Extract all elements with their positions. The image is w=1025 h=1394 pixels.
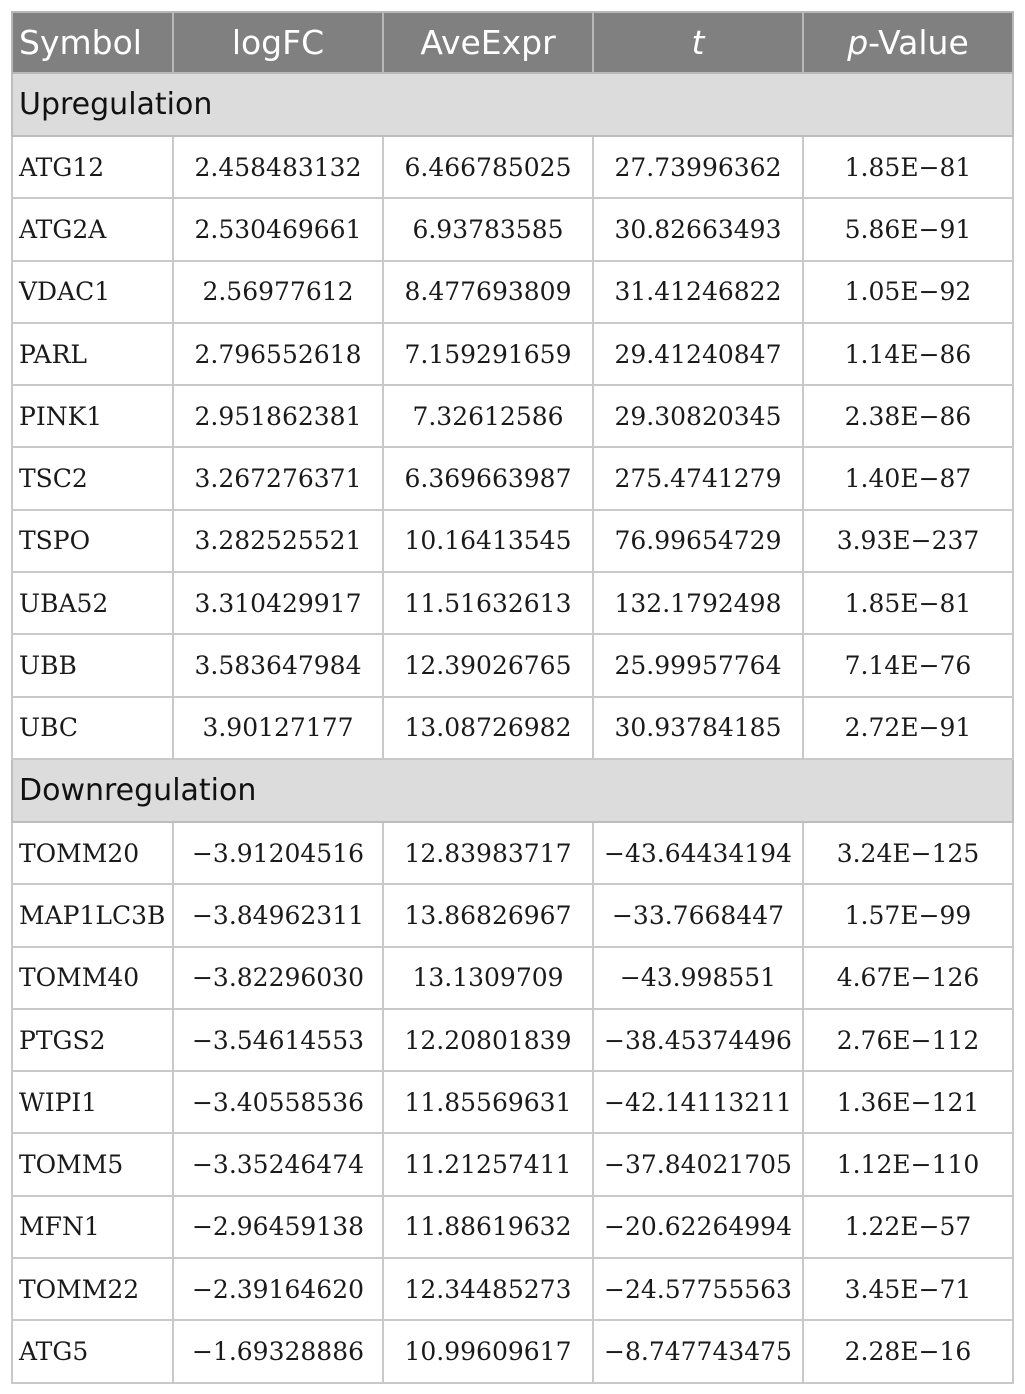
- section-row: [12, 73, 1013, 136]
- cell-logfc: −3.91204516: [173, 822, 383, 884]
- cell-p-value: 1.14E−86: [803, 323, 1013, 385]
- cell-p-value: 3.45E−71: [803, 1258, 1013, 1320]
- cell-p-value: 1.85E−81: [803, 572, 1013, 634]
- cell-p-value: 5.86E−91: [803, 198, 1013, 260]
- cell-t: −33.7668447: [593, 884, 803, 946]
- table-row: [12, 261, 1013, 323]
- cell-symbol: ATG2A: [12, 198, 173, 260]
- cell-aveexpr: 7.159291659: [383, 323, 593, 385]
- cell-logfc: −3.84962311: [173, 884, 383, 946]
- cell-t: −42.14113211: [593, 1071, 803, 1133]
- cell-symbol: PTGS2: [12, 1009, 173, 1071]
- cell-aveexpr: 7.32612586: [383, 385, 593, 447]
- cell-t: 31.41246822: [593, 261, 803, 323]
- cell-p-value: 1.40E−87: [803, 447, 1013, 509]
- cell-symbol: TSC2: [12, 447, 173, 509]
- cell-t: 30.82663493: [593, 198, 803, 260]
- cell-logfc: 3.583647984: [173, 634, 383, 696]
- cell-p-value: 1.57E−99: [803, 884, 1013, 946]
- table-row: [12, 1009, 1013, 1071]
- cell-logfc: 2.796552618: [173, 323, 383, 385]
- cell-p-value: 1.22E−57: [803, 1196, 1013, 1258]
- cell-logfc: −2.96459138: [173, 1196, 383, 1258]
- cell-logfc: 3.90127177: [173, 697, 383, 759]
- section-label: Downregulation: [12, 759, 1013, 822]
- table-row: [12, 136, 1013, 198]
- cell-aveexpr: 12.20801839: [383, 1009, 593, 1071]
- cell-symbol: TSPO: [12, 510, 173, 572]
- table-row: [12, 198, 1013, 260]
- cell-symbol: ATG12: [12, 136, 173, 198]
- cell-p-value: 4.67E−126: [803, 947, 1013, 1009]
- cell-p-value: 1.05E−92: [803, 261, 1013, 323]
- cell-aveexpr: 6.369663987: [383, 447, 593, 509]
- cell-t: −43.998551: [593, 947, 803, 1009]
- cell-p-value: 3.24E−125: [803, 822, 1013, 884]
- table-row: [12, 323, 1013, 385]
- table-row: [12, 822, 1013, 884]
- table-body: [12, 73, 1013, 1383]
- cell-symbol: PINK1: [12, 385, 173, 447]
- header-logfc: logFC: [173, 12, 383, 73]
- table-row: [12, 1258, 1013, 1320]
- cell-logfc: 2.530469661: [173, 198, 383, 260]
- cell-logfc: −3.54614553: [173, 1009, 383, 1071]
- cell-p-value: 1.85E−81: [803, 136, 1013, 198]
- cell-t: 132.1792498: [593, 572, 803, 634]
- cell-t: 29.41240847: [593, 323, 803, 385]
- cell-t: 25.99957764: [593, 634, 803, 696]
- cell-t: 275.4741279: [593, 447, 803, 509]
- header-aveexpr: AveExpr: [383, 12, 593, 73]
- cell-symbol: UBA52: [12, 572, 173, 634]
- table-row: [12, 1133, 1013, 1195]
- table-row: [12, 697, 1013, 759]
- table-row: [12, 1071, 1013, 1133]
- cell-aveexpr: 6.466785025: [383, 136, 593, 198]
- cell-aveexpr: 13.1309709: [383, 947, 593, 1009]
- cell-p-value: 1.12E−110: [803, 1133, 1013, 1195]
- cell-aveexpr: 10.16413545: [383, 510, 593, 572]
- header-p-value: p-Value: [803, 12, 1013, 73]
- cell-p-value: 3.93E−237: [803, 510, 1013, 572]
- cell-aveexpr: 10.99609617: [383, 1320, 593, 1382]
- cell-symbol: MAP1LC3B: [12, 884, 173, 946]
- cell-symbol: TOMM5: [12, 1133, 173, 1195]
- cell-aveexpr: 11.21257411: [383, 1133, 593, 1195]
- section-row: [12, 759, 1013, 822]
- cell-logfc: 2.56977612: [173, 261, 383, 323]
- cell-logfc: 2.951862381: [173, 385, 383, 447]
- cell-symbol: WIPI1: [12, 1071, 173, 1133]
- cell-p-value: 2.72E−91: [803, 697, 1013, 759]
- cell-t: 27.73996362: [593, 136, 803, 198]
- gene-expression-table: [11, 11, 1014, 1384]
- cell-symbol: MFN1: [12, 1196, 173, 1258]
- table-row: [12, 510, 1013, 572]
- table-row: [12, 1320, 1013, 1382]
- cell-symbol: PARL: [12, 323, 173, 385]
- cell-t: −8.747743475: [593, 1320, 803, 1382]
- cell-aveexpr: 13.86826967: [383, 884, 593, 946]
- cell-t: −38.45374496: [593, 1009, 803, 1071]
- table-row: [12, 385, 1013, 447]
- cell-t: −24.57755563: [593, 1258, 803, 1320]
- header-t: t: [593, 12, 803, 73]
- cell-aveexpr: 12.34485273: [383, 1258, 593, 1320]
- cell-symbol: TOMM20: [12, 822, 173, 884]
- cell-symbol: VDAC1: [12, 261, 173, 323]
- section-label: Upregulation: [12, 73, 1013, 136]
- cell-symbol: TOMM40: [12, 947, 173, 1009]
- cell-p-value: 2.28E−16: [803, 1320, 1013, 1382]
- cell-t: 29.30820345: [593, 385, 803, 447]
- cell-p-value: 1.36E−121: [803, 1071, 1013, 1133]
- cell-symbol: TOMM22: [12, 1258, 173, 1320]
- table-row: [12, 572, 1013, 634]
- cell-aveexpr: 11.88619632: [383, 1196, 593, 1258]
- cell-t: 76.99654729: [593, 510, 803, 572]
- cell-aveexpr: 12.83983717: [383, 822, 593, 884]
- cell-logfc: 3.310429917: [173, 572, 383, 634]
- cell-logfc: −3.35246474: [173, 1133, 383, 1195]
- table-row: [12, 884, 1013, 946]
- cell-p-value: 7.14E−76: [803, 634, 1013, 696]
- cell-t: −37.84021705: [593, 1133, 803, 1195]
- cell-logfc: −3.40558536: [173, 1071, 383, 1133]
- cell-p-value: 2.38E−86: [803, 385, 1013, 447]
- table-row: [12, 947, 1013, 1009]
- cell-logfc: 2.458483132: [173, 136, 383, 198]
- cell-aveexpr: 11.85569631: [383, 1071, 593, 1133]
- cell-p-value: 2.76E−112: [803, 1009, 1013, 1071]
- cell-t: −43.64434194: [593, 822, 803, 884]
- cell-aveexpr: 12.39026765: [383, 634, 593, 696]
- cell-aveexpr: 8.477693809: [383, 261, 593, 323]
- header-symbol: Symbol: [12, 12, 173, 73]
- cell-symbol: UBB: [12, 634, 173, 696]
- cell-logfc: −2.39164620: [173, 1258, 383, 1320]
- cell-logfc: 3.282525521: [173, 510, 383, 572]
- cell-aveexpr: 11.51632613: [383, 572, 593, 634]
- cell-symbol: UBC: [12, 697, 173, 759]
- header-row: [12, 12, 1013, 73]
- cell-logfc: −1.69328886: [173, 1320, 383, 1382]
- cell-t: 30.93784185: [593, 697, 803, 759]
- table-row: [12, 447, 1013, 509]
- cell-symbol: ATG5: [12, 1320, 173, 1382]
- cell-aveexpr: 6.93783585: [383, 198, 593, 260]
- table-row: [12, 634, 1013, 696]
- table-row: [12, 1196, 1013, 1258]
- cell-logfc: −3.82296030: [173, 947, 383, 1009]
- cell-aveexpr: 13.08726982: [383, 697, 593, 759]
- cell-t: −20.62264994: [593, 1196, 803, 1258]
- cell-logfc: 3.267276371: [173, 447, 383, 509]
